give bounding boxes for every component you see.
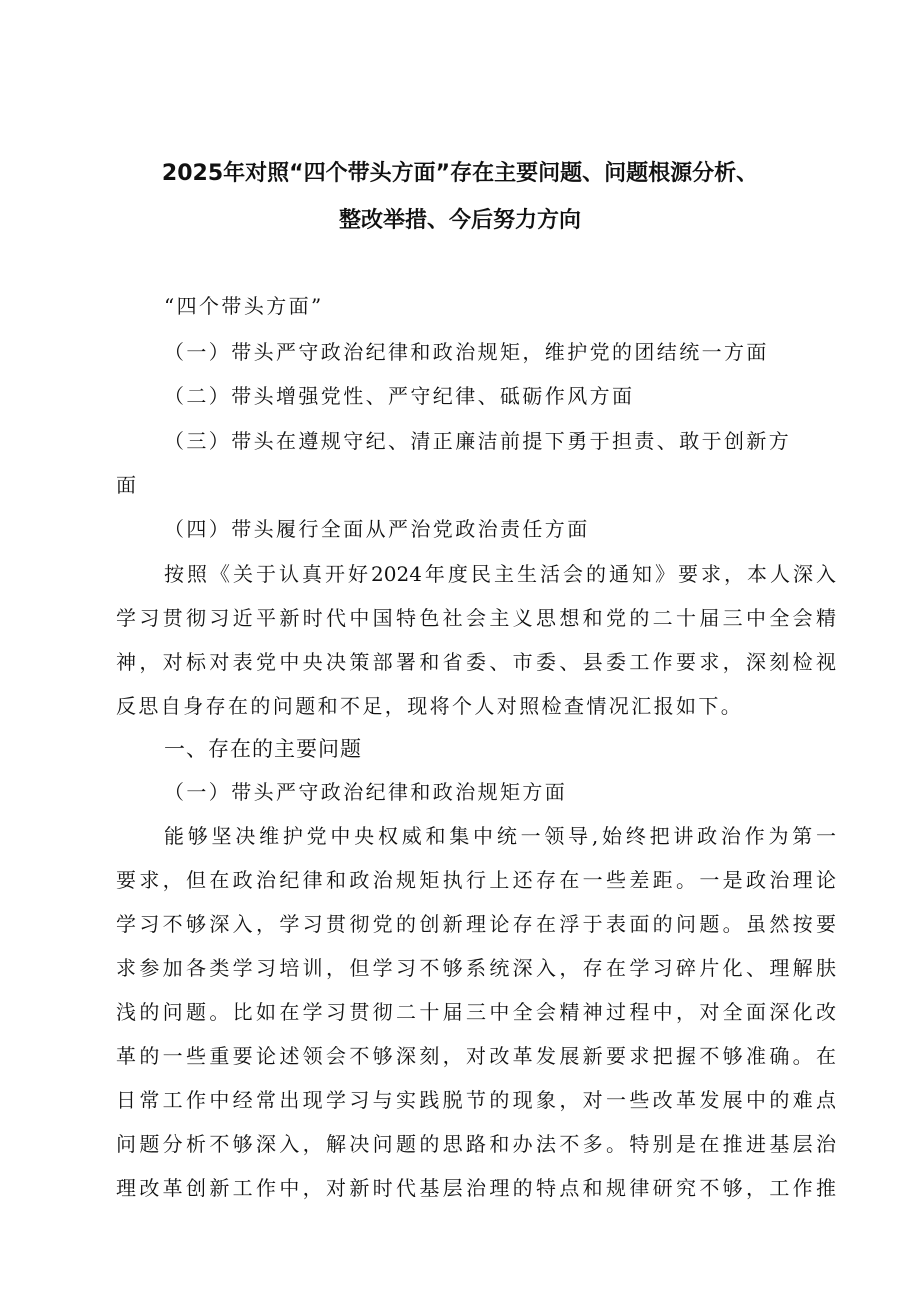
section-1-para-line-9: 理改革创新工作中，对新时代基层治理的特点和规律研究不够，工作推 (116, 1176, 836, 1200)
section-1-para-line-5: 浅的问题。比如在学习贯彻二十届三中全会精神过程中，对全面深化改 (116, 1000, 836, 1024)
aspect-item-3-line-2: 面 (116, 473, 139, 497)
section-1-para-line-6: 革的一些重要论述领会不够深刻，对改革发展新要求把握不够准确。在 (116, 1044, 836, 1068)
aspect-item-1: （一）带头严守政治纪律和政治规矩，维护党的团结统一方面 (164, 340, 769, 364)
intro-line-4: 反思自身存在的问题和不足，现将个人对照检查情况汇报如下。 (116, 694, 744, 718)
document-title-line-1: 2025年对照“四个带头方面”存在主要问题、问题根源分析、 (161, 161, 759, 186)
intro-line-3: 神，对标对表党中央决策部署和省委、市委、县委工作要求，深刻检视 (116, 650, 836, 674)
aspect-item-4: （四）带头履行全面从严治党政治责任方面 (164, 517, 590, 541)
intro-line-1: 按照《关于认真开好2024年度民主生活会的通知》要求，本人深入 (164, 562, 836, 586)
section-1-heading: 一、存在的主要问题 (164, 737, 362, 761)
four-aspects-heading: “四个带头方面” (164, 294, 324, 318)
section-1-para-line-2: 要求，但在政治纪律和政治规矩执行上还存在一些差距。一是政治理论 (116, 868, 836, 892)
section-1-para-line-1: 能够坚决维护党中央权威和集中统一领导,始终把讲政治作为第一 (164, 824, 836, 848)
section-1-para-line-8: 问题分析不够深入，解决问题的思路和办法不多。特别是在推进基层治 (116, 1132, 836, 1156)
section-1-subheading: （一）带头严守政治纪律和政治规矩方面 (164, 780, 568, 804)
document-title-line-2: 整改举措、今后努力方向 (338, 208, 581, 233)
aspect-item-2: （二）带头增强党性、严守纪律、砥砺作风方面 (164, 384, 635, 408)
section-1-para-line-4: 求参加各类学习培训，但学习不够系统深入，存在学习碎片化、理解肤 (116, 956, 836, 980)
section-1-para-line-3: 学习不够深入，学习贯彻党的创新理论存在浮于表面的问题。虽然按要 (116, 912, 836, 936)
intro-line-2: 学习贯彻习近平新时代中国特色社会主义思想和党的二十届三中全会精 (116, 606, 836, 630)
section-1-para-line-7: 日常工作中经常出现学习与实践脱节的现象，对一些改革发展中的难点 (116, 1088, 836, 1112)
aspect-item-3-line-1: （三）带头在遵规守纪、清正廉洁前提下勇于担责、敢于创新方 (164, 429, 792, 453)
